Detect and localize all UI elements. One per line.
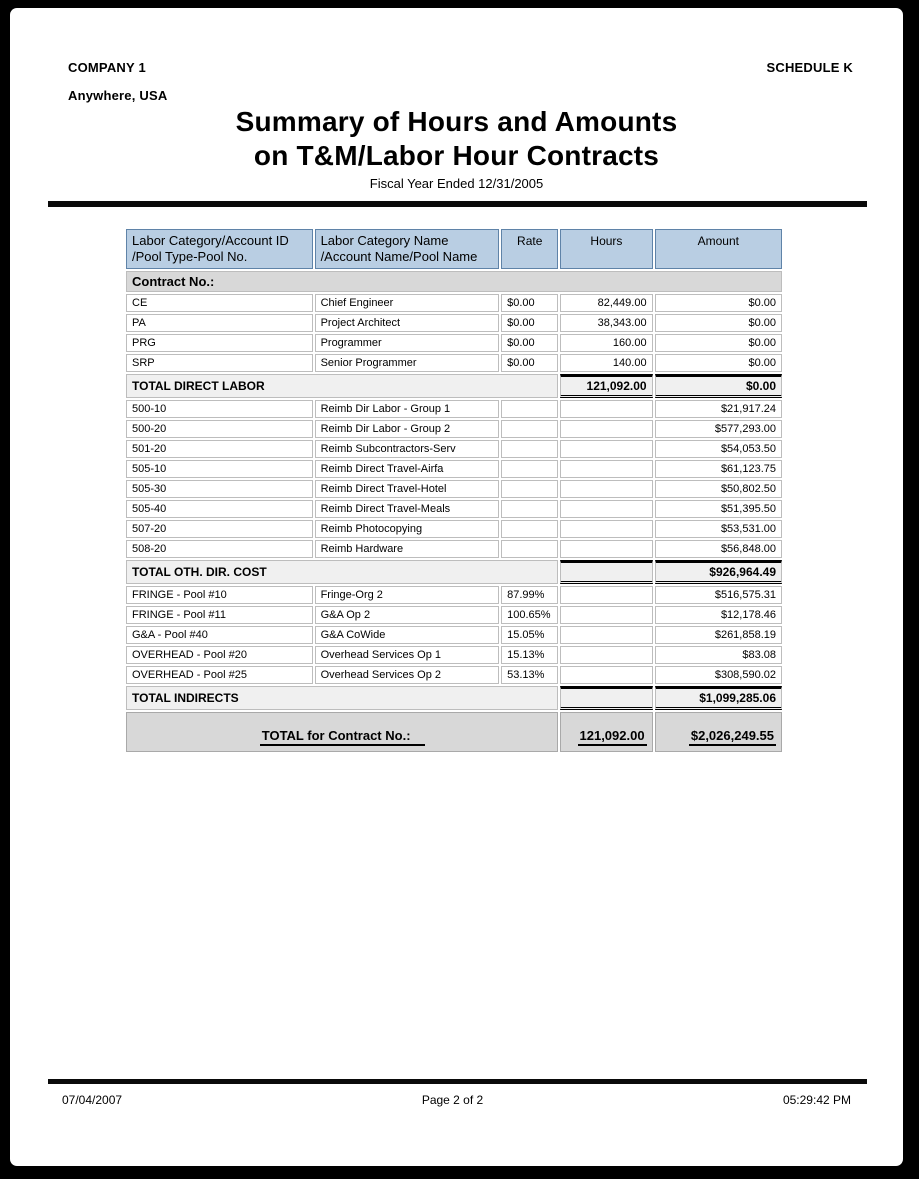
cell-hours: 140.00 — [560, 354, 652, 372]
table-header-row — [126, 229, 782, 269]
cell-amount: $50,802.50 — [655, 480, 782, 498]
table-row — [126, 500, 782, 518]
cell-rate-empty — [501, 420, 558, 438]
total-row-direct-labor — [126, 374, 782, 398]
cell-amount: $308,590.02 — [655, 666, 782, 684]
total-row-other-direct-cost — [126, 560, 782, 584]
column-header-hours: Hours — [560, 229, 652, 269]
cell-hours: 160.00 — [560, 334, 652, 352]
total-row-indirects — [126, 686, 782, 710]
cell-id: 508-20 — [126, 540, 313, 558]
cell-name: Fringe-Org 2 — [315, 586, 500, 604]
cell-hours-empty — [560, 646, 652, 664]
cell-rate-empty — [501, 400, 558, 418]
grand-total-row — [126, 712, 782, 752]
cell-name: Reimb Dir Labor - Group 2 — [315, 420, 500, 438]
cell-rate-empty — [501, 520, 558, 538]
cell-id: 501-20 — [126, 440, 313, 458]
cell-hours-empty — [560, 440, 652, 458]
total-label: TOTAL INDIRECTS — [126, 686, 558, 710]
footer-meta — [48, 1093, 867, 1107]
report-title-line2: on T&M/Labor Hour Contracts — [253, 140, 660, 171]
total-hours-empty — [560, 560, 652, 584]
cell-rate: 100.65% — [501, 606, 558, 624]
column-header-labor-category-name — [315, 229, 500, 269]
column-header-labor-category-id — [126, 229, 313, 269]
cell-amount: $21,917.24 — [655, 400, 782, 418]
grand-total-amount-text: $2,026,249.55 — [689, 728, 776, 746]
cell-amount: $56,848.00 — [655, 540, 782, 558]
table-row — [126, 626, 782, 644]
cell-amount: $53,531.00 — [655, 520, 782, 538]
total-amount: $926,964.49 — [655, 560, 782, 584]
cell-rate-empty — [501, 460, 558, 478]
section-header-row — [126, 271, 782, 292]
table-row — [126, 400, 782, 418]
column-header-line: /Pool Type-Pool No. — [132, 249, 248, 264]
cell-name: Reimb Photocopying — [315, 520, 500, 538]
report-header — [68, 60, 853, 75]
cell-name: Senior Programmer — [315, 354, 500, 372]
table-row — [126, 334, 782, 352]
table-row — [126, 586, 782, 604]
cell-hours-empty — [560, 480, 652, 498]
grand-total-label — [126, 712, 558, 752]
cell-hours-empty — [560, 460, 652, 478]
cell-rate: 87.99% — [501, 586, 558, 604]
cell-name: Overhead Services Op 1 — [315, 646, 500, 664]
grand-total-amount — [655, 712, 782, 752]
cell-id: 505-30 — [126, 480, 313, 498]
cell-id: FRINGE - Pool #11 — [126, 606, 313, 624]
cell-amount: $83.08 — [655, 646, 782, 664]
cell-name: Reimb Direct Travel-Meals — [315, 500, 500, 518]
cell-hours-empty — [560, 606, 652, 624]
cell-rate: $0.00 — [501, 354, 558, 372]
table-row — [126, 314, 782, 332]
cell-hours-empty — [560, 626, 652, 644]
cell-id: G&A - Pool #40 — [126, 626, 313, 644]
cell-amount: $0.00 — [655, 294, 782, 312]
cell-hours-empty — [560, 500, 652, 518]
table-row — [126, 666, 782, 684]
table-row — [126, 420, 782, 438]
cell-id: OVERHEAD - Pool #25 — [126, 666, 313, 684]
cell-id: FRINGE - Pool #10 — [126, 586, 313, 604]
grand-total-label-text: TOTAL for Contract No.: — [260, 728, 425, 746]
report-title — [10, 105, 903, 173]
cell-id: PA — [126, 314, 313, 332]
table-row — [126, 440, 782, 458]
cell-id: 505-40 — [126, 500, 313, 518]
report-footer — [48, 1079, 867, 1107]
table-row — [126, 294, 782, 312]
cell-amount: $577,293.00 — [655, 420, 782, 438]
cell-hours-empty — [560, 540, 652, 558]
column-header-line: Labor Category/Account ID — [132, 233, 289, 248]
cell-name: Reimb Hardware — [315, 540, 500, 558]
cell-id: PRG — [126, 334, 313, 352]
grand-total-hours — [560, 712, 652, 752]
cell-rate: 15.13% — [501, 646, 558, 664]
total-amount: $1,099,285.06 — [655, 686, 782, 710]
cell-rate: $0.00 — [501, 294, 558, 312]
total-label: TOTAL OTH. DIR. COST — [126, 560, 558, 584]
cell-rate: 53.13% — [501, 666, 558, 684]
cell-id: 505-10 — [126, 460, 313, 478]
schedule-label: SCHEDULE K — [766, 60, 853, 75]
footer-rule — [48, 1079, 867, 1084]
grand-total-hours-text: 121,092.00 — [578, 728, 647, 746]
cell-rate: $0.00 — [501, 334, 558, 352]
table-row — [126, 354, 782, 372]
cell-name: Reimb Direct Travel-Airfa — [315, 460, 500, 478]
cell-rate-empty — [501, 500, 558, 518]
cell-id: 500-20 — [126, 420, 313, 438]
cell-amount: $0.00 — [655, 314, 782, 332]
cell-amount: $54,053.50 — [655, 440, 782, 458]
cell-amount: $51,395.50 — [655, 500, 782, 518]
cell-rate: $0.00 — [501, 314, 558, 332]
total-hours: 121,092.00 — [560, 374, 652, 398]
cell-hours-empty — [560, 586, 652, 604]
cell-name: Project Architect — [315, 314, 500, 332]
header-rule — [48, 201, 867, 207]
column-header-line: /Account Name/Pool Name — [320, 249, 478, 264]
column-header-rate: Rate — [501, 229, 558, 269]
cell-rate: 15.05% — [501, 626, 558, 644]
cell-rate-empty — [501, 440, 558, 458]
table-row — [126, 606, 782, 624]
cell-hours: 82,449.00 — [560, 294, 652, 312]
cell-hours-empty — [560, 666, 652, 684]
table-row — [126, 480, 782, 498]
table-row — [126, 540, 782, 558]
cell-name: G&A Op 2 — [315, 606, 500, 624]
report-page — [10, 8, 903, 1166]
column-header-line: Labor Category Name — [320, 233, 449, 248]
cell-id: SRP — [126, 354, 313, 372]
cell-id: 507-20 — [126, 520, 313, 538]
cell-name: G&A CoWide — [315, 626, 500, 644]
report-subtitle: Fiscal Year Ended 12/31/2005 — [369, 176, 544, 191]
cell-amount: $0.00 — [655, 354, 782, 372]
column-header-amount: Amount — [655, 229, 782, 269]
cell-name: Reimb Subcontractors-Serv — [315, 440, 500, 458]
cell-name: Chief Engineer — [315, 294, 500, 312]
cell-name: Reimb Direct Travel-Hotel — [315, 480, 500, 498]
cell-name: Programmer — [315, 334, 500, 352]
total-hours-empty — [560, 686, 652, 710]
cell-amount: $516,575.31 — [655, 586, 782, 604]
cell-rate-empty — [501, 540, 558, 558]
cell-id: CE — [126, 294, 313, 312]
cell-hours-empty — [560, 420, 652, 438]
footer-page-number: Page 2 of 2 — [421, 1093, 484, 1107]
cell-id: 500-10 — [126, 400, 313, 418]
summary-table — [124, 227, 784, 754]
cell-hours-empty — [560, 400, 652, 418]
footer-date: 07/04/2007 — [62, 1093, 123, 1107]
cell-name: Overhead Services Op 2 — [315, 666, 500, 684]
total-label: TOTAL DIRECT LABOR — [126, 374, 558, 398]
cell-hours: 38,343.00 — [560, 314, 652, 332]
cell-id: OVERHEAD - Pool #20 — [126, 646, 313, 664]
cell-amount: $61,123.75 — [655, 460, 782, 478]
cell-amount: $12,178.46 — [655, 606, 782, 624]
cell-amount: $0.00 — [655, 334, 782, 352]
cell-rate-empty — [501, 480, 558, 498]
total-amount: $0.00 — [655, 374, 782, 398]
contract-section-label: Contract No.: — [126, 271, 782, 292]
footer-time: 05:29:42 PM — [782, 1093, 851, 1107]
cell-hours-empty — [560, 520, 652, 538]
table-row — [126, 646, 782, 664]
company-name: COMPANY 1 — [68, 60, 146, 75]
company-location: Anywhere, USA — [68, 88, 168, 103]
cell-name: Reimb Dir Labor - Group 1 — [315, 400, 500, 418]
table-row — [126, 460, 782, 478]
table-row — [126, 520, 782, 538]
report-title-line1: Summary of Hours and Amounts — [235, 106, 678, 137]
cell-amount: $261,858.19 — [655, 626, 782, 644]
